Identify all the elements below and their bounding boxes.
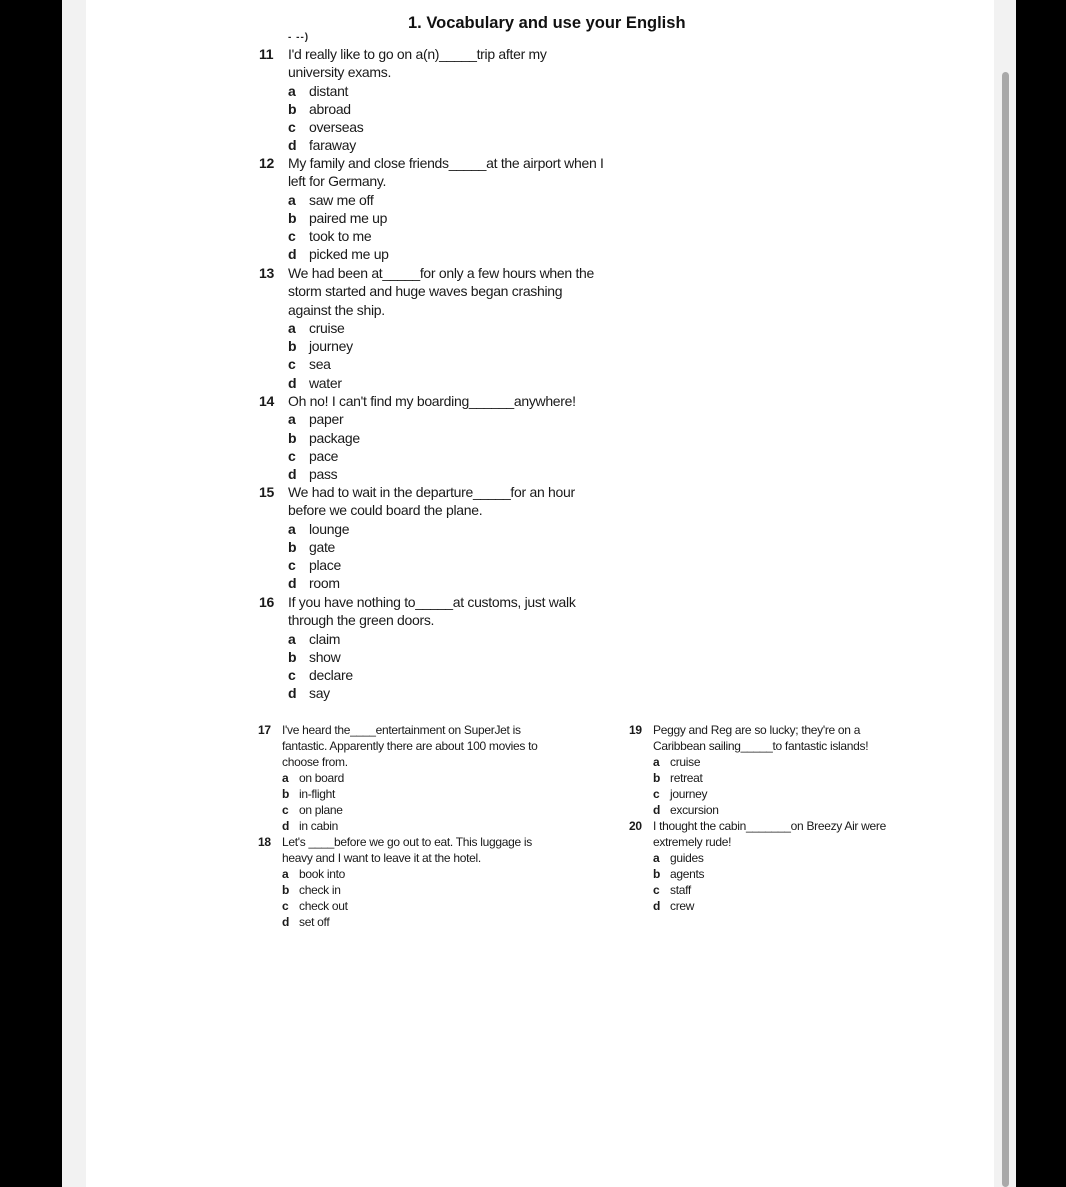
question-16 — [259, 593, 576, 703]
option-letter: d — [282, 819, 290, 833]
option-b[interactable] — [629, 770, 868, 786]
option-a[interactable] — [259, 630, 576, 648]
option-letter: d — [653, 803, 661, 817]
question-text: Let's ____before we go out to eat. This luggage is — [282, 835, 532, 849]
option-letter: b — [288, 429, 297, 446]
option-letter: b — [282, 883, 290, 897]
question-text: I'd really like to go on a(n)_____trip after my — [288, 46, 547, 62]
option-letter: b — [288, 538, 297, 555]
option-letter: c — [288, 356, 296, 373]
option-a[interactable] — [259, 82, 547, 100]
option-text: retreat — [670, 771, 703, 785]
option-d[interactable] — [259, 374, 594, 392]
question-text: Caribbean sailing_____to fantastic islands! — [653, 739, 869, 753]
question-text: storm started and huge waves began crashing — [288, 283, 563, 300]
option-text: pass — [309, 466, 338, 482]
option-b[interactable] — [258, 882, 532, 898]
question-text: I thought the cabin_______on Breezy Air were — [653, 819, 886, 833]
option-letter: b — [288, 648, 297, 665]
option-letter: b — [288, 209, 297, 226]
question-text: heavy and I want to leave it at the hotel. — [282, 851, 481, 865]
question-text: choose from. — [282, 755, 348, 769]
option-text: in cabin — [299, 819, 338, 833]
option-text: agents — [670, 867, 705, 881]
question-18 — [258, 834, 532, 930]
option-text: in-flight — [299, 787, 335, 801]
question-number: 15 — [259, 484, 274, 500]
scan-mark: - --) — [288, 32, 310, 43]
question-13 — [259, 264, 594, 392]
option-letter: d — [282, 915, 290, 929]
option-text: excursion — [670, 803, 719, 817]
option-letter: b — [282, 787, 290, 801]
question-19 — [629, 722, 868, 818]
option-a[interactable] — [259, 410, 576, 428]
option-a[interactable] — [259, 520, 575, 538]
option-text: pace — [309, 447, 339, 464]
option-text: cruise — [309, 319, 345, 336]
option-b[interactable] — [629, 866, 886, 882]
option-letter: a — [653, 755, 660, 769]
option-text: overseas — [309, 119, 364, 135]
question-number: 16 — [259, 594, 274, 610]
option-c[interactable] — [259, 556, 575, 574]
option-letter: a — [288, 520, 296, 537]
option-a[interactable] — [259, 319, 594, 337]
option-c[interactable] — [259, 666, 576, 684]
option-b[interactable] — [259, 429, 576, 447]
option-letter: b — [653, 771, 661, 785]
option-letter: a — [282, 867, 289, 881]
option-letter: a — [288, 191, 296, 208]
option-text: set off — [299, 915, 330, 929]
option-text: paper — [309, 411, 344, 428]
option-text: check in — [299, 883, 341, 897]
question-text: Oh no! I can't find my boarding______anywhere! — [288, 393, 576, 409]
option-text: book into — [299, 867, 346, 881]
option-letter: c — [282, 899, 289, 913]
option-text: faraway — [309, 137, 356, 154]
option-d[interactable] — [259, 684, 576, 702]
option-text: picked me up — [309, 246, 389, 263]
option-letter: d — [288, 246, 297, 263]
page-title: 1. Vocabulary and use your English — [408, 14, 686, 32]
option-c[interactable] — [259, 118, 547, 136]
option-letter: d — [288, 685, 297, 702]
option-letter: d — [288, 466, 297, 482]
option-letter: c — [288, 667, 296, 683]
option-d[interactable] — [258, 818, 538, 834]
option-c[interactable] — [258, 898, 532, 914]
option-text: check out — [299, 899, 348, 913]
question-text: I've heard the____entertainment on SuperJet is — [282, 723, 521, 737]
option-b[interactable] — [259, 337, 594, 355]
option-text: package — [309, 429, 360, 446]
option-text: abroad — [309, 100, 351, 117]
option-text: distant — [309, 82, 349, 99]
option-text: lounge — [309, 520, 350, 537]
option-text: declare — [309, 667, 353, 683]
option-letter: b — [288, 338, 297, 354]
question-text: My family and close friends_____at the airport when I — [288, 155, 604, 171]
option-c[interactable] — [259, 355, 594, 373]
question-14 — [259, 392, 576, 483]
question-text: extremely rude! — [653, 835, 732, 849]
option-b[interactable] — [259, 100, 547, 118]
option-letter: c — [288, 447, 296, 464]
question-number: 19 — [629, 723, 642, 737]
question-text: If you have nothing to_____at customs, just walk — [288, 594, 576, 610]
question-text: Peggy and Reg are so lucky; they're on a — [653, 723, 861, 737]
option-text: paired me up — [309, 209, 388, 226]
question-15 — [259, 483, 575, 593]
option-a[interactable] — [258, 866, 532, 882]
option-text: say — [309, 685, 330, 702]
option-text: staff — [670, 883, 691, 897]
option-text: on board — [299, 771, 344, 785]
question-17 — [258, 722, 538, 834]
option-text: place — [309, 557, 341, 573]
question-number: 13 — [259, 265, 274, 281]
option-letter: a — [282, 771, 289, 785]
option-text: journey — [670, 787, 708, 801]
option-text: crew — [670, 899, 695, 913]
option-letter: c — [653, 883, 660, 897]
question-text: through the green doors. — [288, 612, 435, 629]
option-b[interactable] — [258, 786, 538, 802]
option-d[interactable] — [259, 245, 604, 263]
option-text: room — [309, 575, 340, 592]
option-letter: c — [288, 119, 296, 135]
question-number: 18 — [258, 835, 271, 849]
question-20 — [629, 818, 886, 914]
option-letter: a — [288, 82, 296, 99]
option-d[interactable] — [629, 802, 868, 818]
option-letter: c — [653, 787, 660, 801]
question-text: We had to wait in the departure_____for an hour — [288, 484, 575, 500]
option-c[interactable] — [259, 447, 576, 465]
question-12 — [259, 154, 604, 264]
option-letter: b — [288, 100, 297, 117]
option-b[interactable] — [259, 538, 575, 556]
question-number: 14 — [259, 393, 274, 409]
option-letter: c — [282, 803, 289, 817]
option-letter: a — [288, 319, 296, 336]
option-b[interactable] — [259, 648, 576, 666]
option-a[interactable] — [258, 770, 538, 786]
option-letter: d — [288, 374, 297, 391]
option-letter: c — [288, 557, 296, 573]
question-text: before we could board the plane. — [288, 502, 483, 519]
option-d[interactable] — [259, 574, 575, 592]
question-text: left for Germany. — [288, 173, 387, 190]
option-c[interactable] — [259, 227, 604, 245]
option-text: saw me off — [309, 191, 374, 208]
question-text: against the ship. — [288, 301, 385, 318]
option-letter: a — [288, 411, 296, 428]
option-text: water — [309, 374, 342, 391]
option-text: cruise — [670, 755, 701, 769]
option-text: sea — [309, 356, 331, 373]
option-text: gate — [309, 538, 336, 555]
option-letter: c — [288, 228, 296, 244]
option-letter: d — [288, 137, 297, 154]
option-text: guides — [670, 851, 704, 865]
option-a[interactable] — [629, 754, 868, 770]
option-letter: b — [653, 867, 661, 881]
question-number: 17 — [258, 723, 271, 737]
option-d[interactable] — [629, 898, 886, 914]
question-number: 12 — [259, 155, 274, 171]
option-c[interactable] — [629, 882, 886, 898]
option-b[interactable] — [259, 209, 604, 227]
option-letter: a — [653, 851, 660, 865]
scrollbar-thumb[interactable] — [1002, 72, 1009, 1187]
question-text: university exams. — [288, 64, 392, 81]
option-text: journey — [309, 338, 353, 354]
option-a[interactable] — [629, 850, 886, 866]
option-text: on plane — [299, 803, 343, 817]
question-11 — [259, 45, 547, 155]
option-letter: a — [288, 630, 296, 647]
option-text: show — [309, 648, 341, 665]
option-d[interactable] — [258, 914, 532, 930]
question-number: 20 — [629, 819, 642, 833]
option-letter: d — [653, 899, 661, 913]
option-c[interactable] — [629, 786, 868, 802]
question-number: 11 — [259, 46, 274, 62]
option-a[interactable] — [259, 191, 604, 209]
option-c[interactable] — [258, 802, 538, 818]
option-text: claim — [309, 630, 341, 647]
option-letter: d — [288, 575, 297, 592]
option-text: took to me — [309, 228, 372, 244]
option-d[interactable] — [259, 136, 547, 154]
question-text: fantastic. Apparently there are about 100 movies to — [282, 739, 538, 753]
option-d[interactable] — [259, 465, 576, 483]
question-text: We had been at_____for only a few hours when the — [288, 265, 595, 281]
